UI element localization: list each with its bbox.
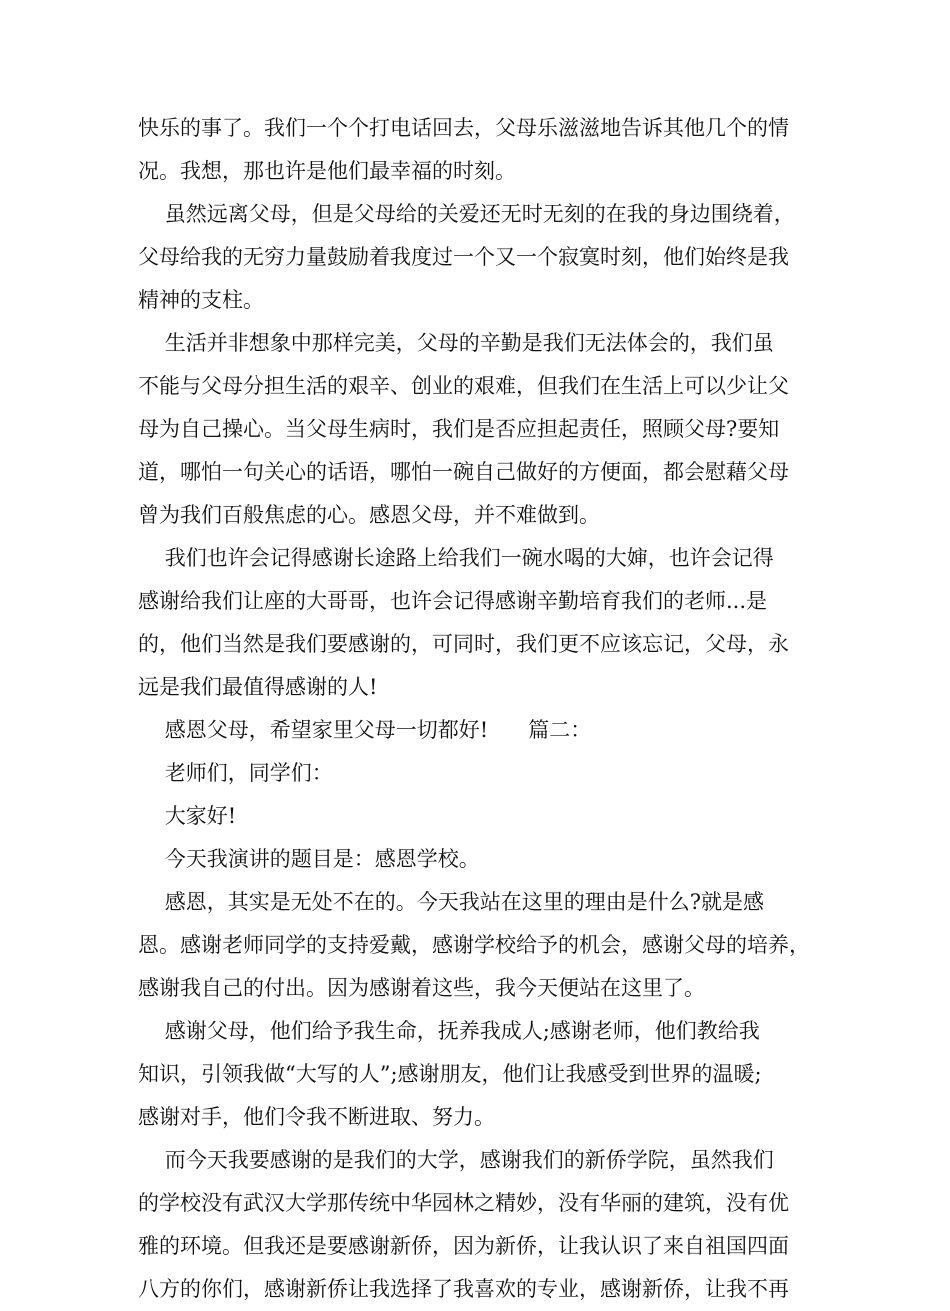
- text-line: 母为自己操心。当父母生病时，我们是否应担起责任，照顾父母?要知: [138, 417, 780, 441]
- text-line: 快乐的事了。我们一个个打电话回去，父母乐滋滋地告诉其他几个的情: [138, 116, 789, 140]
- text-line: 的，他们当然是我们要感谢的，可同时，我们更不应该忘记，父母，永: [138, 632, 789, 656]
- text-line: 的学校没有武汉大学那传统中华园林之精妙，没有华丽的建筑，没有优: [138, 1191, 789, 1215]
- text-line: 知识，引领我做“大写的人”;感谢朋友，他们让我感受到世界的温暖;: [138, 1062, 762, 1086]
- text-line: 况。我想，那也许是他们最幸福的时刻。: [138, 159, 516, 183]
- text-line: 而今天我要感谢的是我们的大学，感谢我们的新侨学院，虽然我们: [138, 1148, 774, 1172]
- text-line: 虽然远离父母，但是父母给的关爱还无时无刻的在我的身边围绕着，: [138, 202, 795, 226]
- text-line: 感谢对手，他们令我不断进取、努力。: [138, 1105, 495, 1129]
- text-line: 八方的你们，感谢新侨让我选择了我喜欢的专业，感谢新侨，让我不再: [138, 1277, 789, 1301]
- text-line: 今天我演讲的题目是：感恩学校。: [138, 847, 480, 871]
- text-line: 老师们，同学们：: [138, 761, 333, 785]
- text-line: 感恩父母，希望家里父母一切都好! 篇二：: [138, 718, 592, 742]
- text-line: 雅的环境。但我还是要感谢新侨，因为新侨，让我认识了来自祖国四面: [138, 1234, 789, 1258]
- text-line: 感恩，其实是无处不在的。今天我站在这里的理由是什么?就是感: [138, 890, 764, 914]
- text-line: 不能与父母分担生活的艰辛、创业的艰难，但我们在生活上可以少让父: [138, 374, 789, 398]
- text-line: 精神的支柱。: [138, 288, 264, 312]
- text-line: 曾为我们百般焦虑的心。感恩父母，并不难做到。: [138, 503, 600, 527]
- text-line: 感谢给我们让座的大哥哥，也许会记得感谢辛勤培育我们的老师...是: [138, 589, 768, 613]
- text-line: 远是我们最值得感谢的人!: [138, 675, 378, 699]
- document-body: [138, 107, 822, 1311]
- text-line: 大家好!: [138, 804, 237, 828]
- text-line: 感谢我自己的付出。因为感谢着这些，我今天便站在这里了。: [138, 976, 705, 1000]
- text-line: 感谢父母，他们给予我生命，抚养我成人;感谢老师，他们教给我: [138, 1019, 760, 1043]
- text-line: 我们也许会记得感谢长途路上给我们一碗水喝的大婶，也许会记得: [138, 546, 774, 570]
- text-line: 父母给我的无穷力量鼓励着我度过一个又一个寂寞时刻，他们始终是我: [138, 245, 789, 269]
- text-line: 道，哪怕一句关心的话语，哪怕一碗自己做好的方便面，都会慰藉父母: [138, 460, 789, 484]
- text-line: 生活并非想象中那样完美，父母的辛勤是我们无法体会的，我们虽: [138, 331, 774, 355]
- text-line: 恩。感谢老师同学的支持爱戴，感谢学校给予的机会，感谢父母的培养，: [138, 933, 810, 957]
